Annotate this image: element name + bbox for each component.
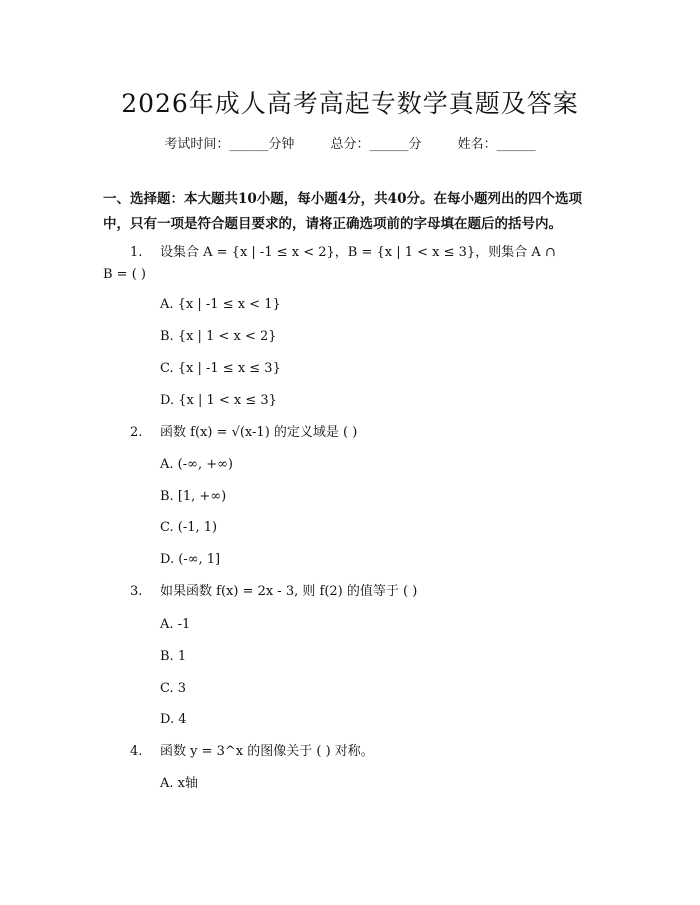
question-number: 2. <box>130 425 143 440</box>
question-text: 设集合 A = {x | -1 ≤ x < 2}，B = {x | 1 < x ≤ 3}，则集合 A ∩ <box>160 245 556 260</box>
question-text: 函数 y = 3^x 的图像关于 ( ) 对称。 <box>160 744 374 759</box>
exam-time-field: 考试时间：______分钟 <box>164 137 295 152</box>
exam-info <box>0 133 700 152</box>
student-name-field: 姓名：______ <box>457 137 536 152</box>
option-1d: D. {x | 1 < x ≤ 3} <box>160 393 277 408</box>
question-2 <box>130 422 600 444</box>
document-title: 2026年成人高考高起专数学真题及答案 <box>121 89 579 118</box>
question-text: 如果函数 f(x) = 2x - 3, 则 f(2) 的值等于 ( ) <box>160 584 418 599</box>
question-1-continuation: B = ( ) <box>103 267 146 282</box>
option-3a: A. -1 <box>160 617 191 632</box>
question-4 <box>130 741 600 763</box>
option-2c: C. (-1, 1) <box>160 520 218 535</box>
option-1b: B. {x | 1 < x < 2} <box>160 329 277 344</box>
question-text: 函数 f(x) = √(x-1) 的定义域是 ( ) <box>160 425 358 440</box>
option-4a: A. x轴 <box>160 776 198 791</box>
question-1 <box>130 242 600 264</box>
question-number: 4. <box>130 744 143 759</box>
question-3 <box>130 581 600 603</box>
option-2b: B. [1, +∞) <box>160 489 227 504</box>
option-3b: B. 1 <box>160 649 187 664</box>
option-2a: A. (-∞, +∞) <box>160 457 234 472</box>
option-3c: C. 3 <box>160 681 187 696</box>
option-1a: A. {x | -1 ≤ x < 1} <box>160 297 281 312</box>
option-2d: D. (-∞, 1] <box>160 552 221 567</box>
question-number: 3. <box>130 584 143 599</box>
question-number: 1. <box>130 245 143 260</box>
section-header: 一、选择题：本大题共10小题，每小题4分，共40分。在每小题列出的四个选项中，只有一项是符合题目要求的，请将正确选项前的字母填在题后的括号内。 <box>103 191 582 232</box>
total-score-field: 总分：______分 <box>330 137 422 152</box>
option-1c: C. {x | -1 ≤ x ≤ 3} <box>160 361 281 376</box>
option-3d: D. 4 <box>160 712 187 727</box>
